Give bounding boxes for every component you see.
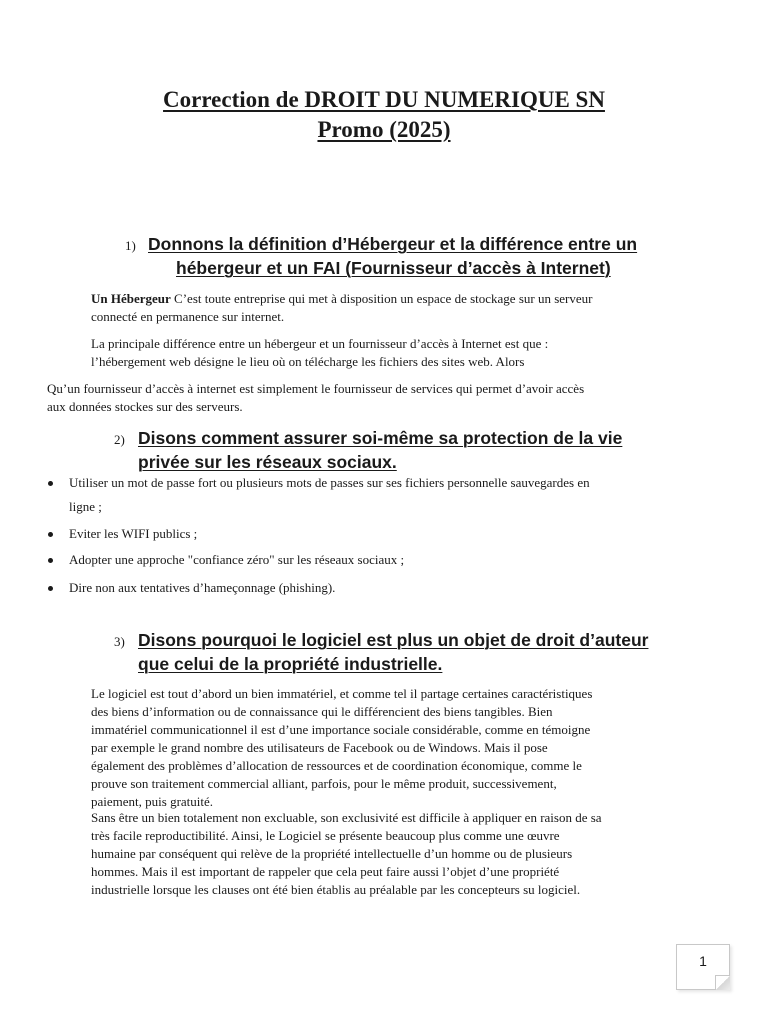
q3-paragraph-line: Sans être un bien totalement non excluable, son exclusivité est difficile à appliquer en raison de sa [91, 810, 602, 825]
q2-number: 2) [114, 432, 125, 447]
q3-paragraph-line: des biens d’information ou de connaissance qui le différencient des biens tangibles. Bien [91, 704, 553, 719]
q1-definition-text: C’est toute entreprise qui met à disposition un espace de stockage sur un serveur [170, 291, 593, 306]
hebergeur-term: Un Hébergeur [91, 291, 171, 306]
q2-heading-line-2: privée sur les réseaux sociaux. [138, 452, 397, 472]
q2-bullet-3: Adopter une approche "confiance zéro" sur les réseaux sociaux ; [69, 552, 405, 567]
q1-difference-line-1: La principale différence entre un hébergeur et un fournisseur d’accès à Internet est que : [91, 336, 549, 351]
page-title [0, 86, 768, 114]
q2-heading-line-1: Disons comment assurer soi-même sa protection de la vie [138, 428, 623, 448]
bullet-dot-icon [48, 532, 53, 537]
q1-heading-line-2: hébergeur et un FAI (Fournisseur d’accès à Internet) [176, 258, 611, 278]
q3-paragraph-line: paiement, puis gratuité. [91, 794, 214, 809]
page-number-badge [676, 944, 730, 990]
q3-heading-line-1: Disons pourquoi le logiciel est plus un objet de droit d’auteur [138, 630, 649, 650]
bullet-dot-icon [48, 558, 53, 563]
q3-number: 3) [114, 634, 125, 649]
q2-bullet-1-line-1: Utiliser un mot de passe fort ou plusieurs mots de passes sur ses fichiers personnelle sauvegardes en [69, 475, 590, 490]
q2-bullet-1-line-2: ligne ; [69, 499, 102, 514]
q3-paragraph-line: immatériel communicationnel il est d’une importance sociale considérable, comme en témoigne [91, 722, 591, 737]
title-line-2: Promo (2025) [317, 117, 451, 142]
q2-bullet-4: Dire non aux tentatives d’hameçonnage (phishing). [69, 580, 336, 595]
q3-paragraph-line: par exemple le grand nombre des utilisateurs de Facebook ou de Windows. Mais il pose [91, 740, 548, 755]
q1-isp-line-2: aux données stockes sur des serveurs. [47, 399, 243, 414]
bullet-dot-icon [48, 586, 53, 591]
q3-paragraph-line: Le logiciel est tout d’abord un bien immatériel, et comme tel il partage certaines caractéristiques [91, 686, 593, 701]
page-curl-icon [715, 975, 730, 990]
q3-paragraph-line: prouve son traitement commercial alliant, parfois, pour le même produit, successivement, [91, 776, 557, 791]
q3-paragraph-line: également des problèmes d’allocation de ressources et de coordination économique, comme le [91, 758, 582, 773]
q1-definition-line-1 [91, 290, 592, 308]
title-line-1: Correction de DROIT DU NUMERIQUE SN [163, 87, 605, 112]
q3-paragraph-line: hommes. Mais il est important de rappeler que cela peut faire aussi l’objet d’une propriété [91, 864, 560, 879]
q3-paragraph-line: très facile reproductibilité. Ainsi, le Logiciel se présente beaucoup plus comme une œuvre [91, 828, 560, 843]
q1-isp-line-1: Qu’un fournisseur d’accès à internet est simplement le fournisseur de services qui permet d’avoir accès [47, 381, 585, 396]
page-subtitle [0, 116, 768, 144]
bullet-dot-icon [48, 481, 53, 486]
q3-paragraph-line: humaine par conséquent qui relève de la propriété intellectuelle d’un homme ou de plusieurs [91, 846, 573, 861]
q2-bullet-2: Eviter les WIFI publics ; [69, 526, 198, 541]
page-number: 1 [699, 953, 707, 969]
q3-heading-line-2: que celui de la propriété industrielle. [138, 654, 443, 674]
q1-difference-line-2: l’hébergement web désigne le lieu où on télécharge les fichiers des sites web. Alors [91, 354, 525, 369]
q1-heading-line-1: Donnons la définition d’Hébergeur et la différence entre un [148, 234, 638, 254]
q1-definition-line-2: connecté en permanence sur internet. [91, 309, 285, 324]
q1-number: 1) [125, 238, 136, 253]
q3-paragraph-line: industrielle lorsque les clauses ont été bien établis au préalable par les concepteurs su logiciel. [91, 882, 581, 897]
